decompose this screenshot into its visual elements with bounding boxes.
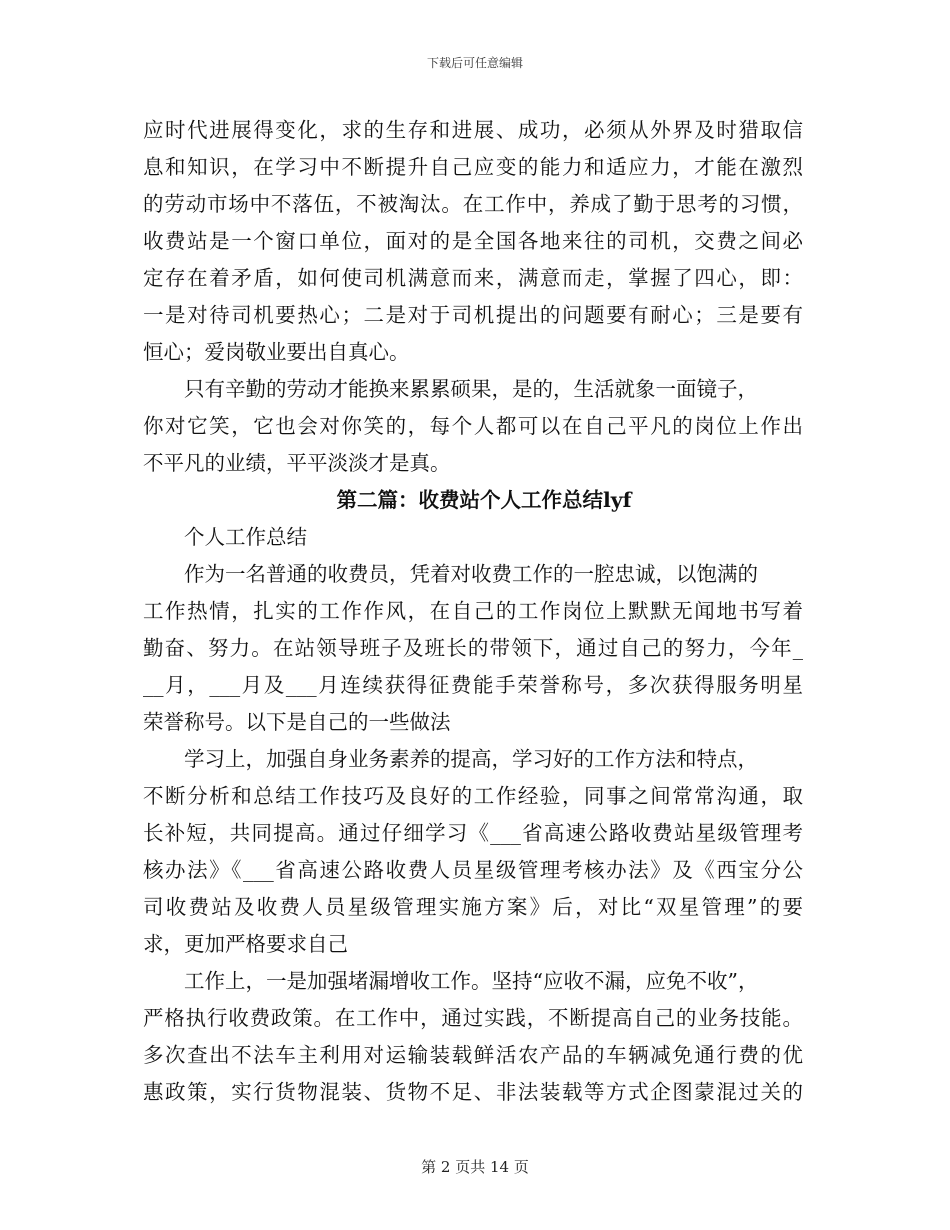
text-line: 司收费站及收费人员星级管理实施方案》后，对比“双星管理”的要	[143, 895, 803, 919]
text-line: 只有辛勤的劳动才能换来累累硕果，是的，生活就象一面镜子，	[184, 377, 758, 401]
text-line: 恒心；爱岗敬业要出自真心。	[143, 340, 410, 364]
text-line: 勤奋、努力。在站领导班子及班长的带领下，通过自己的努力，今年_	[143, 636, 803, 660]
text-line: 作为一名普通的收费员，凭着对收费工作的一腔忠诚，以饱满的	[184, 562, 758, 586]
text-line: 核办法》《___省高速公路收费人员星级管理考核办法》及《西宝分公	[143, 858, 803, 882]
text-line: 长补短，共同提高。通过仔细学习《___省高速公路收费站星级管理考	[143, 821, 803, 845]
section-heading: 第二篇：收费站个人工作总结lyf	[336, 488, 632, 512]
text-line: 收费站是一个窗口单位，面对的是全国各地来往的司机，交费之间必	[143, 229, 803, 253]
text-line: 你对它笑，它也会对你笑的，每个人都可以在自己平凡的岗位上作出	[143, 414, 803, 438]
text-line: 荣誉称号。以下是自己的一些做法	[143, 710, 451, 734]
text-line: 求，更加严格要求自己	[143, 932, 348, 956]
text-line: 工作热情，扎实的工作作风，在自己的工作岗位上默默无闻地书写着	[143, 599, 803, 623]
text-line: 惠政策，实行货物混装、货物不足、非法装载等方式企图蒙混过关的	[143, 1080, 803, 1104]
text-line: 不平凡的业绩，平平淡淡才是真。	[143, 451, 451, 475]
text-line: __月，___月及___月连续获得征费能手荣誉称号，多次获得服务明星	[143, 673, 803, 697]
text-line: 学习上，加强自身业务素养的提高，学习好的工作方法和特点，	[184, 747, 758, 771]
page-header: 下载后可任意编辑	[426, 56, 523, 70]
text-line: 应时代进展得变化，求的生存和进展、成功，必须从外界及时猎取信	[143, 118, 803, 142]
page-footer: 第 2 页共 14 页	[421, 1158, 529, 1176]
text-line: 个人工作总结	[184, 525, 307, 549]
text-line: 工作上，一是加强堵漏增收工作。坚持“应收不漏，应免不收”，	[184, 969, 759, 993]
text-line: 息和知识，在学习中不断提升自己应变的能力和适应力，才能在激烈	[143, 155, 803, 179]
text-line: 多次查出不法车主利用对运输装载鲜活农产品的车辆减免通行费的优	[143, 1043, 803, 1067]
text-line: 的劳动市场中不落伍，不被淘汰。在工作中，养成了勤于思考的习惯，	[143, 192, 803, 216]
document-body	[143, 112, 803, 1111]
text-line: 不断分析和总结工作技巧及良好的工作经验，同事之间常常沟通，取	[143, 784, 803, 808]
text-line: 严格执行收费政策。在工作中，通过实践，不断提高自己的业务技能。	[143, 1006, 803, 1030]
text-line: 一是对待司机要热心；二是对于司机提出的问题要有耐心；三是要有	[143, 303, 803, 327]
text-line: 定存在着矛盾，如何使司机满意而来，满意而走，掌握了四心，即：	[143, 266, 803, 290]
